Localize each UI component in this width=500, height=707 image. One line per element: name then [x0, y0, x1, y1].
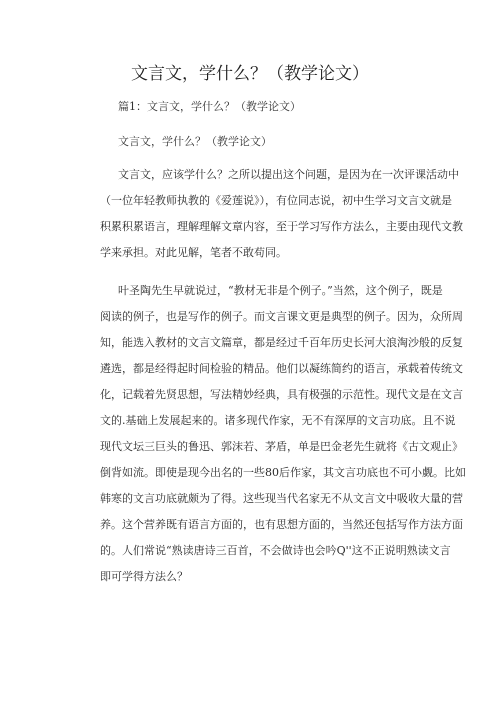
paragraph-1-line-4: 学来承担。对此见解，笔者不敢苟同。 [100, 246, 287, 259]
paragraph-1-line-2: （一位年轻教师执教的《爱莲说》），有位同志说，初中生学习文言文就是 [100, 194, 452, 207]
paragraph-2-line-9: 韩寒的文言功底就颇为了得。这些现当代名家无不从文言文中吸收大量的营 [100, 492, 463, 505]
paragraph-2-line-4: 遴选，都是经得起时间检验的精品。他们以凝练简约的语言，承载着传统文 [100, 362, 463, 375]
paragraph-2-line-3: 知，能选入教材的文言文篇章，都是经过千百年历史长河大浪淘沙般的反复 [100, 336, 463, 349]
paragraph-2-line-10: 养。这个营养既有语言方面的，也有思想方面的，当然还包括写作方法方面 [100, 518, 463, 531]
paragraph-2-line-8: 倒背如流。即使是现今出名的一些80后作家，其文言功底也不可小觑。比如 [100, 466, 466, 479]
paragraph-2-line-2: 阅读的例子，也是写作的例子。而文言课文更是典型的例子。因为，众所周 [100, 310, 463, 323]
paragraph-2-line-6: 文的.基础上发展起来的。诸多现代作家，无不有深厚的文言功底。且不说 [100, 414, 456, 427]
paragraph-1-line-1: 文言文，应该学什么？之所以提出这个问题，是因为在一次评课活动中 [118, 168, 459, 181]
paragraph-2-line-1: 叶圣陶先生早就说过，“教材无非是个例子。”当然，这个例子，既是 [118, 284, 443, 297]
article-heading: 篇1：文言文，学什么？（教学论文） [118, 100, 301, 113]
paragraph-2-line-12: 即可学得方法么？ [100, 570, 188, 583]
paragraph-1-line-3: 积累积累语言，理解理解文章内容，至于学习写作方法么，主要由现代文教 [100, 220, 463, 233]
article-subheading: 文言文，学什么？（教学论文） [118, 135, 272, 148]
paragraph-2-line-7: 现代文坛三巨头的鲁迅、郭沫若、茅盾，单是巴金老先生就将《古文观止》 [100, 440, 463, 453]
paragraph-2-line-11: 的。人们常说“熟读唐诗三百首，不会做诗也会吟Q''这不正说明熟读文言 [100, 544, 451, 557]
paragraph-2-line-5: 化，记载着先贤思想，写法精妙经典，具有极强的示范性。现代文是在文言 [100, 388, 463, 401]
document-title: 文言文，学什么？（教学论文） [131, 64, 369, 84]
